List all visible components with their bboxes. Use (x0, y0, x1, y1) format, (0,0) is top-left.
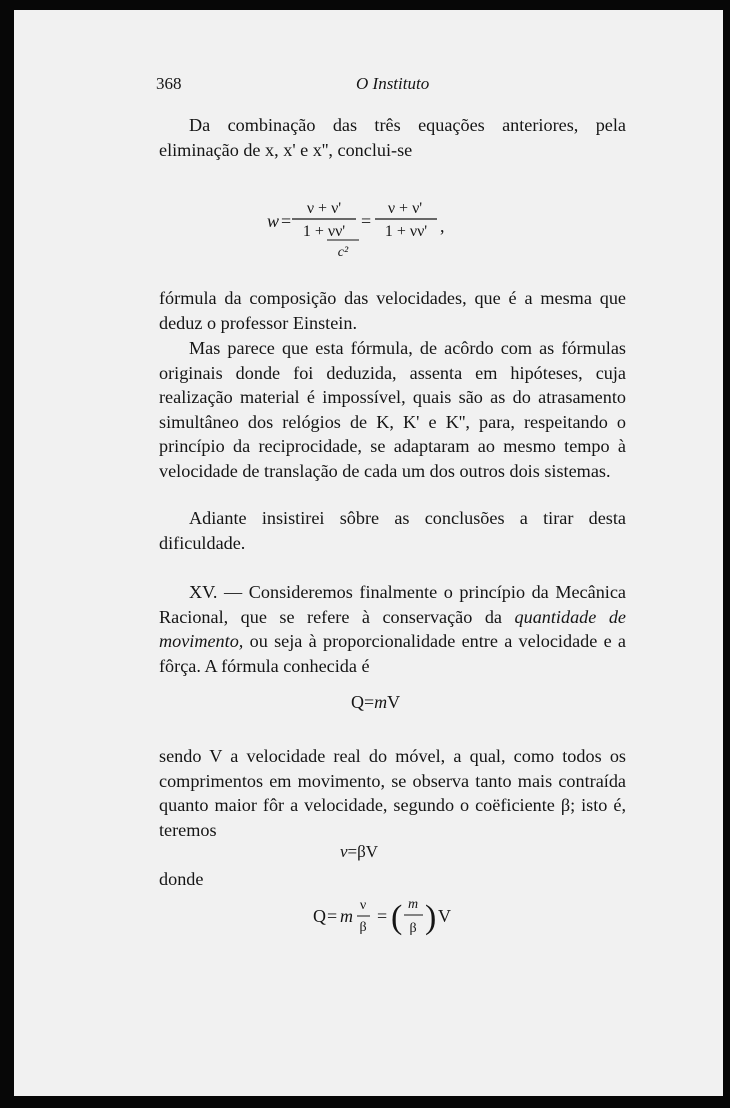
running-title: O Instituto (356, 74, 430, 93)
paragraph-4: Adiante insistirei sôbre as conclusões a tirar desta dificuldade. (159, 508, 626, 553)
paragraph-5-end: ou seja à proporcionalidade entre a velocidade e a fôrça. A fórmula conhecida é (159, 631, 626, 676)
equation-momentum (351, 692, 400, 713)
eq2-lhs: Q (351, 692, 364, 712)
eq4-beta: β (359, 920, 367, 935)
eq4-m: m (340, 906, 353, 926)
eq1-den-a-sub: c² (337, 245, 349, 260)
paragraph-1: Da combinação das três equações anteriores, pela eliminação de x, x' e x'', conclui-se (159, 115, 626, 160)
paragraph-7: donde (159, 869, 204, 889)
paragraph-6: sendo V a velocidade real do móvel, a qual, como todos os comprimentos em movimento, se observa tanto mais contraída quanto maior fôr a velocidade, segundo o coëficiente β; isto é, teremos (159, 746, 626, 840)
paragraph-3: Mas parece que esta fórmula, de acôrdo com as fórmulas originais donde foi deduzida, assenta em hipóteses, cuja realização material é impossível, quais são as do atrasamento simultâneo dos relógios de K, K' e K'', para, respeitando o princípio da reciprocidade, se adaptaram ao mesmo tempo à velocidade de translação de cada um dos outros dois sistemas. (159, 338, 626, 481)
eq3-lhs: v (340, 842, 348, 861)
eq1-equals: = (281, 211, 292, 231)
eq3-equals: = (347, 842, 358, 861)
eq4-m2: m (407, 897, 419, 912)
page-number: 368 (156, 74, 182, 93)
eq4-beta2: β (409, 921, 417, 936)
document-page (14, 10, 723, 1096)
eq1-num-b: ν + ν' (387, 200, 423, 217)
eq1-num-a: ν + ν' (306, 200, 342, 217)
eq1-equals-2: = (361, 211, 372, 231)
equation-velocity-composition (159, 188, 626, 266)
paragraph-5-start: XV. — Consideremos finalmente o princípio da Mecânica Racional, que se refere à conservação da (159, 582, 626, 627)
eq4-paren-right: ) (425, 899, 437, 936)
eq2-equals: = (364, 692, 375, 712)
eq1-comma: , (440, 216, 445, 236)
paragraph-5 (159, 580, 626, 678)
eq1-den-a: 1 + νν' (302, 223, 346, 240)
eq3-rhs: βV (357, 842, 379, 861)
paragraph-5-italic: quantidade de movimento, (159, 606, 626, 652)
eq4-paren-left: ( (391, 899, 403, 936)
eq4-lhs: Q (313, 906, 326, 926)
page-header (156, 74, 456, 100)
eq4-nu: ν (359, 898, 367, 913)
eq4-V: V (438, 906, 451, 926)
equation-velocity-contraction (340, 842, 378, 862)
equation-momentum-derived (159, 888, 626, 944)
eq1-lhs: w (267, 211, 280, 231)
eq1-den-b: 1 + νν' (384, 223, 428, 240)
eq4-equals-2: = (377, 906, 388, 926)
eq4-equals: = (327, 906, 338, 926)
eq2-V: V (387, 692, 401, 712)
paragraph-2: fórmula da composição das velocidades, que é a mesma que deduz o professor Einstein. (159, 288, 626, 333)
eq2-m: m (374, 692, 388, 712)
